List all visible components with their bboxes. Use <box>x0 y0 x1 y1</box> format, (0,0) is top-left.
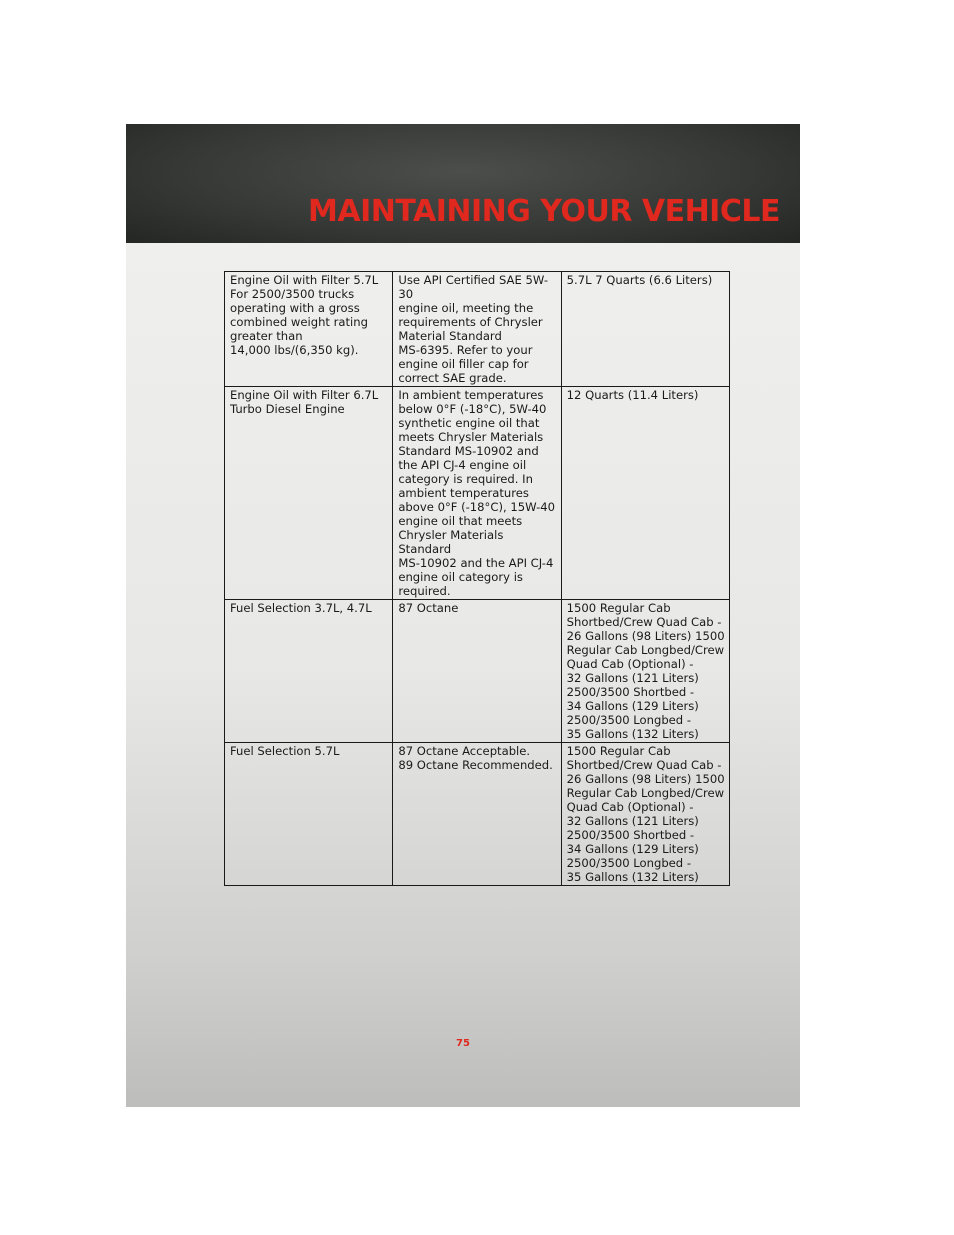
capacity-cell: 12 Quarts (11.4 Liters) <box>561 387 729 600</box>
component-cell: Fuel Selection 5.7L <box>225 743 393 886</box>
component-cell: Engine Oil with Filter 6.7L Turbo Diesel Engine <box>225 387 393 600</box>
capacity-cell: 5.7L 7 Quarts (6.6 Liters) <box>561 272 729 387</box>
component-cell: Engine Oil with Filter 5.7L For 2500/3500 trucks operating with a gross combined weight rating greater than 14,000 lbs/(6,350 kg). <box>225 272 393 387</box>
section-header <box>126 124 800 243</box>
fluid-spec-cell: 87 Octane <box>393 600 561 743</box>
manual-page <box>126 124 800 1107</box>
fluid-spec-cell: 87 Octane Acceptable. 89 Octane Recommended. <box>393 743 561 886</box>
component-cell: Fuel Selection 3.7L, 4.7L <box>225 600 393 743</box>
fluid-spec-cell: In ambient temperatures below 0°F (-18°C), 5W-40 synthetic engine oil that meets Chrysler Materials Standard MS-10902 and the API CJ-4 engine oil category is required. In ambient temperatures above 0°F (-18°C), 15W-40 engine oil that meets Chrysler Materials Standard MS-10902 and the API CJ-4 engine oil category is required. <box>393 387 561 600</box>
table-row <box>225 387 730 600</box>
fluids-capacities-table <box>224 271 730 886</box>
capacity-cell: 1500 Regular Cab Shortbed/Crew Quad Cab - 26 Gallons (98 Liters) 1500 Regular Cab Longbed/Crew Quad Cab (Optional) - 32 Gallons (121 Liters) 2500/3500 Shortbed - 34 Gallons (129 Liters) 2500/3500 Longbed - 35 Gallons (132 Liters) <box>561 743 729 886</box>
table-row <box>225 272 730 387</box>
fluid-spec-cell: Use API Certified SAE 5W-30 engine oil, meeting the requirements of Chrysler Material Standard MS-6395. Refer to your engine oil filler cap for correct SAE grade. <box>393 272 561 387</box>
section-title: MAINTAINING YOUR VEHICLE <box>308 194 780 229</box>
table-row <box>225 743 730 886</box>
capacity-cell: 1500 Regular Cab Shortbed/Crew Quad Cab - 26 Gallons (98 Liters) 1500 Regular Cab Longbed/Crew Quad Cab (Optional) - 32 Gallons (121 Liters) 2500/3500 Shortbed - 34 Gallons (129 Liters) 2500/3500 Longbed - 35 Gallons (132 Liters) <box>561 600 729 743</box>
table-row <box>225 600 730 743</box>
page-number: 75 <box>456 1038 470 1049</box>
